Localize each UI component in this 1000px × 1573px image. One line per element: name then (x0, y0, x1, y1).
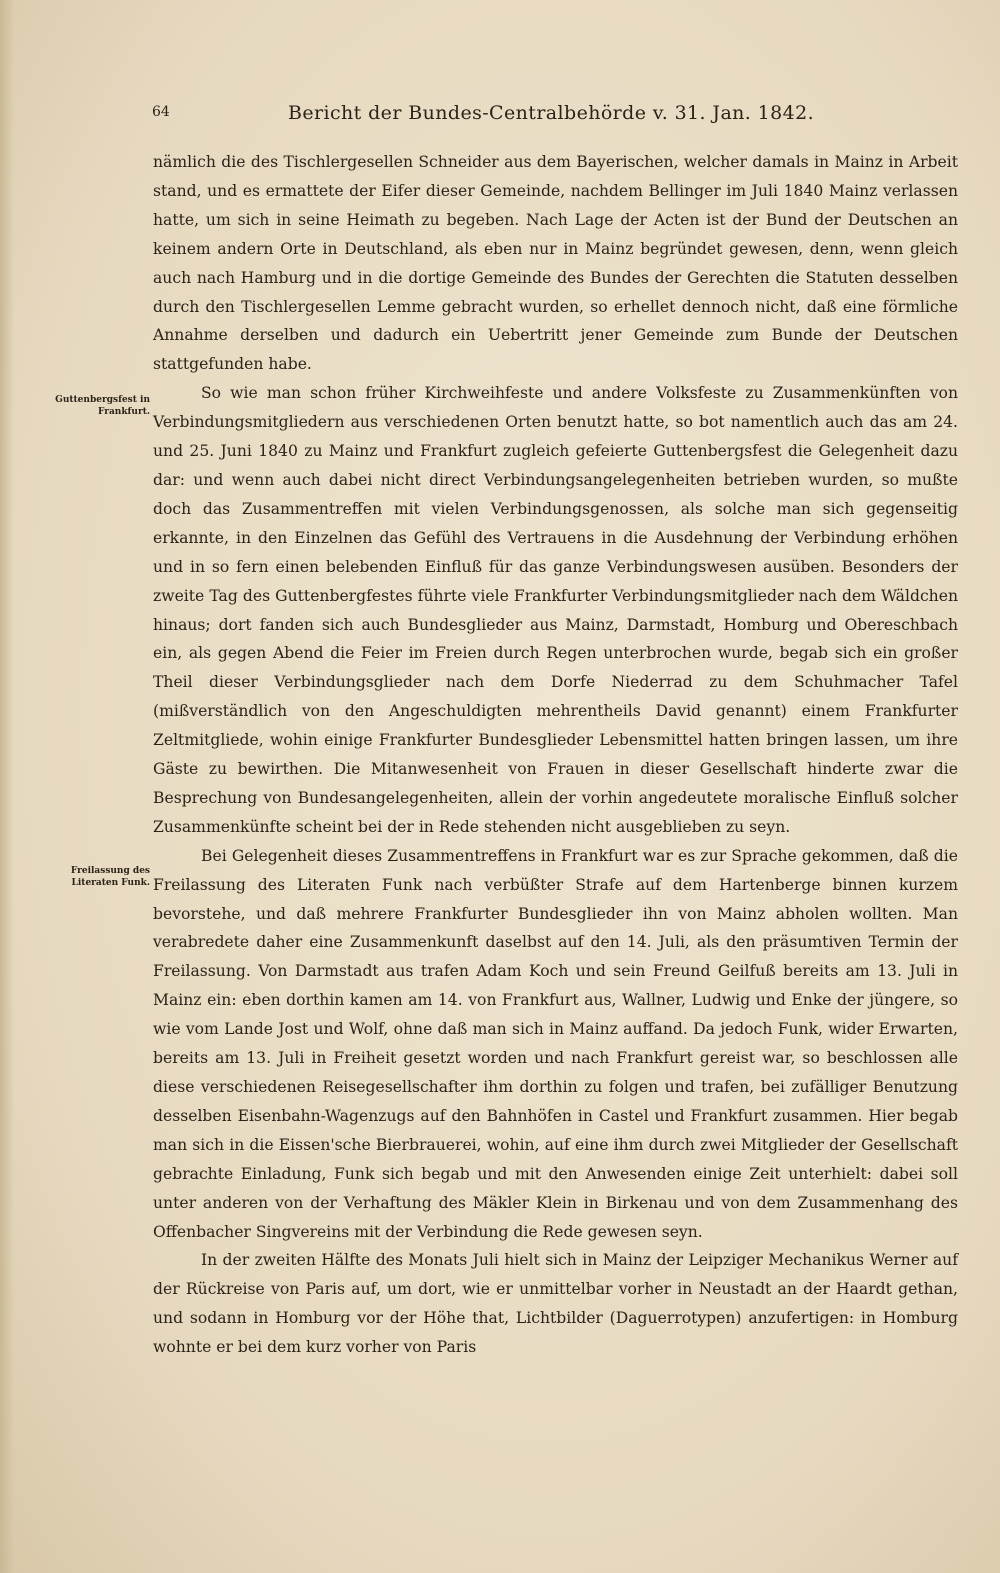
body-text (153, 148, 958, 1362)
page-header (150, 104, 950, 134)
margin-note-guttenbergsfest: Guttenbergsfest in Frankfurt. (55, 395, 150, 417)
paragraph-3: Bei Gelegenheit dieses Zusammentreffens in Frankfurt war es zur Sprache gekommen, daß die Freilassung des Literaten Funk nach verbüßter Strafe auf dem Hartenberge binnen kurzem bevorstehe, und daß mehrere Frankfurter Bundesglieder ihn von Mainz abholen wollten. Man verabredete daher eine Zusammenkunft daselbst auf den 14. Juli, als den präsumtiven Termin der Freilassung. Von Darmstadt aus trafen Adam Koch und sein Freund Geilfuß bereits am 13. Juli in Mainz ein: eben dorthin kamen am 14. von Frankfurt aus, Wallner, Ludwig und Enke der jüngere, so wie vom Lande Jost und Wolf, ohne daß man sich in Mainz auffand. Da jedoch Funk, wider Erwarten, bereits am 13. Juli in Freiheit gesetzt worden und nach Frankfurt gereist war, so beschlossen alle diese verschiedenen Reisegesellschafter ihm dorthin zu folgen und trafen, bei zufälliger Benutzung desselben Eisenbahn-Wagenzugs auf den Bahnhöfen in Castel und Frankfurt zusammen. Hier begab man sich in die Eissen'sche Bierbrauerei, wohin, auf eine ihm durch zwei Mitglieder der Gesellschaft gebrachte Einladung, Funk sich begab und mit den Anwesenden einige Zeit unterhielt: dabei soll unter anderen von der Verhaftung des Mäkler Klein in Birkenau und von dem Zusammenhang des Offenbacher Singvereins mit der Verbindung die Rede gewesen seyn. (153, 846, 958, 1241)
margin-note-freilassung-funk: Freilassung des Literaten Funk. (70, 866, 150, 888)
paragraph-4: In der zweiten Hälfte des Monats Juli hielt sich in Mainz der Leipziger Mechanikus Werner auf der Rückreise von Paris auf, um dort, wie er unmittelbar vorher in Neustadt an der Haardt gethan, und sodann in Homburg vor der Höhe that, Lichtbilder (Daguerrotypen) anzufertigen: in Homburg wohnte er bei dem kurz vorher von Paris (153, 1251, 958, 1357)
paragraph-2: So wie man schon früher Kirchweihfeste und andere Volksfeste zu Zusammenkünften von Verbindungsmitgliedern aus verschiedenen Orten benutzt hatte, so bot namentlich auch das am 24. und 25. Juni 1840 zu Mainz und Frankfurt zugleich gefeierte Guttenbergsfest die Gelegenheit dazu dar: und wenn auch dabei nicht direct Verbindungsangelegenheiten betrieben wurden, so mußte doch das Zusammentreffen mit vielen Verbindungsgenossen, als solche man sich gegenseitig erkannte, in den Einzelnen das Gefühl des Vertrauens in die Ausdehnung der Verbindung erhöhen und in so fern einen belebenden Einfluß für das ganze Verbindungswesen ausüben. Besonders der zweite Tag des Guttenbergfestes führte viele Frankfurter Verbindungsmitglieder nach dem Wäldchen hinaus; dort fanden sich auch Bundesglieder aus Mainz, Darmstadt, Homburg und Obereschbach ein, als gegen Abend die Feier im Freien durch Regen unterbrochen wurde, begab sich ein großer Theil dieser Verbindungsglieder nach dem Dorfe Niederrad zu dem Schuhmacher Tafel (mißverständlich von den Angeschuldigten mehrentheils David genannt) einem Frankfurter Zeltmitgliede, wohin einige Frankfurter Bundesglieder Lebensmittel hatten bringen lassen, um ihre Gäste zu bewirthen. Die Mitanwesenheit von Frauen in dieser Gesellschaft hinderte zwar die Besprechung von Bundesangelegenheiten, allein der vorhin angedeutete moralische Einfluß solcher Zusammenkünfte scheint bei der in Rede stehenden nicht ausgeblieben zu seyn. (153, 384, 958, 836)
page-number: 64 (152, 104, 170, 120)
paragraph-1: nämlich die des Tischlergesellen Schneider aus dem Bayerischen, welcher damals in Mainz in Arbeit stand, und es ermattete der Eifer dieser Gemeinde, nachdem Bellinger im Juli 1840 Mainz verlassen hatte, um sich in seine Heimath zu begeben. Nach Lage der Acten ist der Bund der Deutschen an keinem andern Orte in Deutschland, als eben nur in Mainz begründet gewesen, denn, wenn gleich auch nach Hamburg und in die dortige Gemeinde des Bundes der Gerechten die Statuten desselben durch den Tischlergesellen Lemme gebracht wurden, so erhellet dennoch nicht, daß eine förmliche Annahme derselben und dadurch ein Uebertritt jener Gemeinde zum Bunde der Deutschen stattgefunden habe. (153, 153, 958, 374)
running-head: Bericht der Bundes-Centralbehörde v. 31. Jan. 1842. (288, 102, 815, 124)
page-edge-shadow (0, 0, 14, 1573)
